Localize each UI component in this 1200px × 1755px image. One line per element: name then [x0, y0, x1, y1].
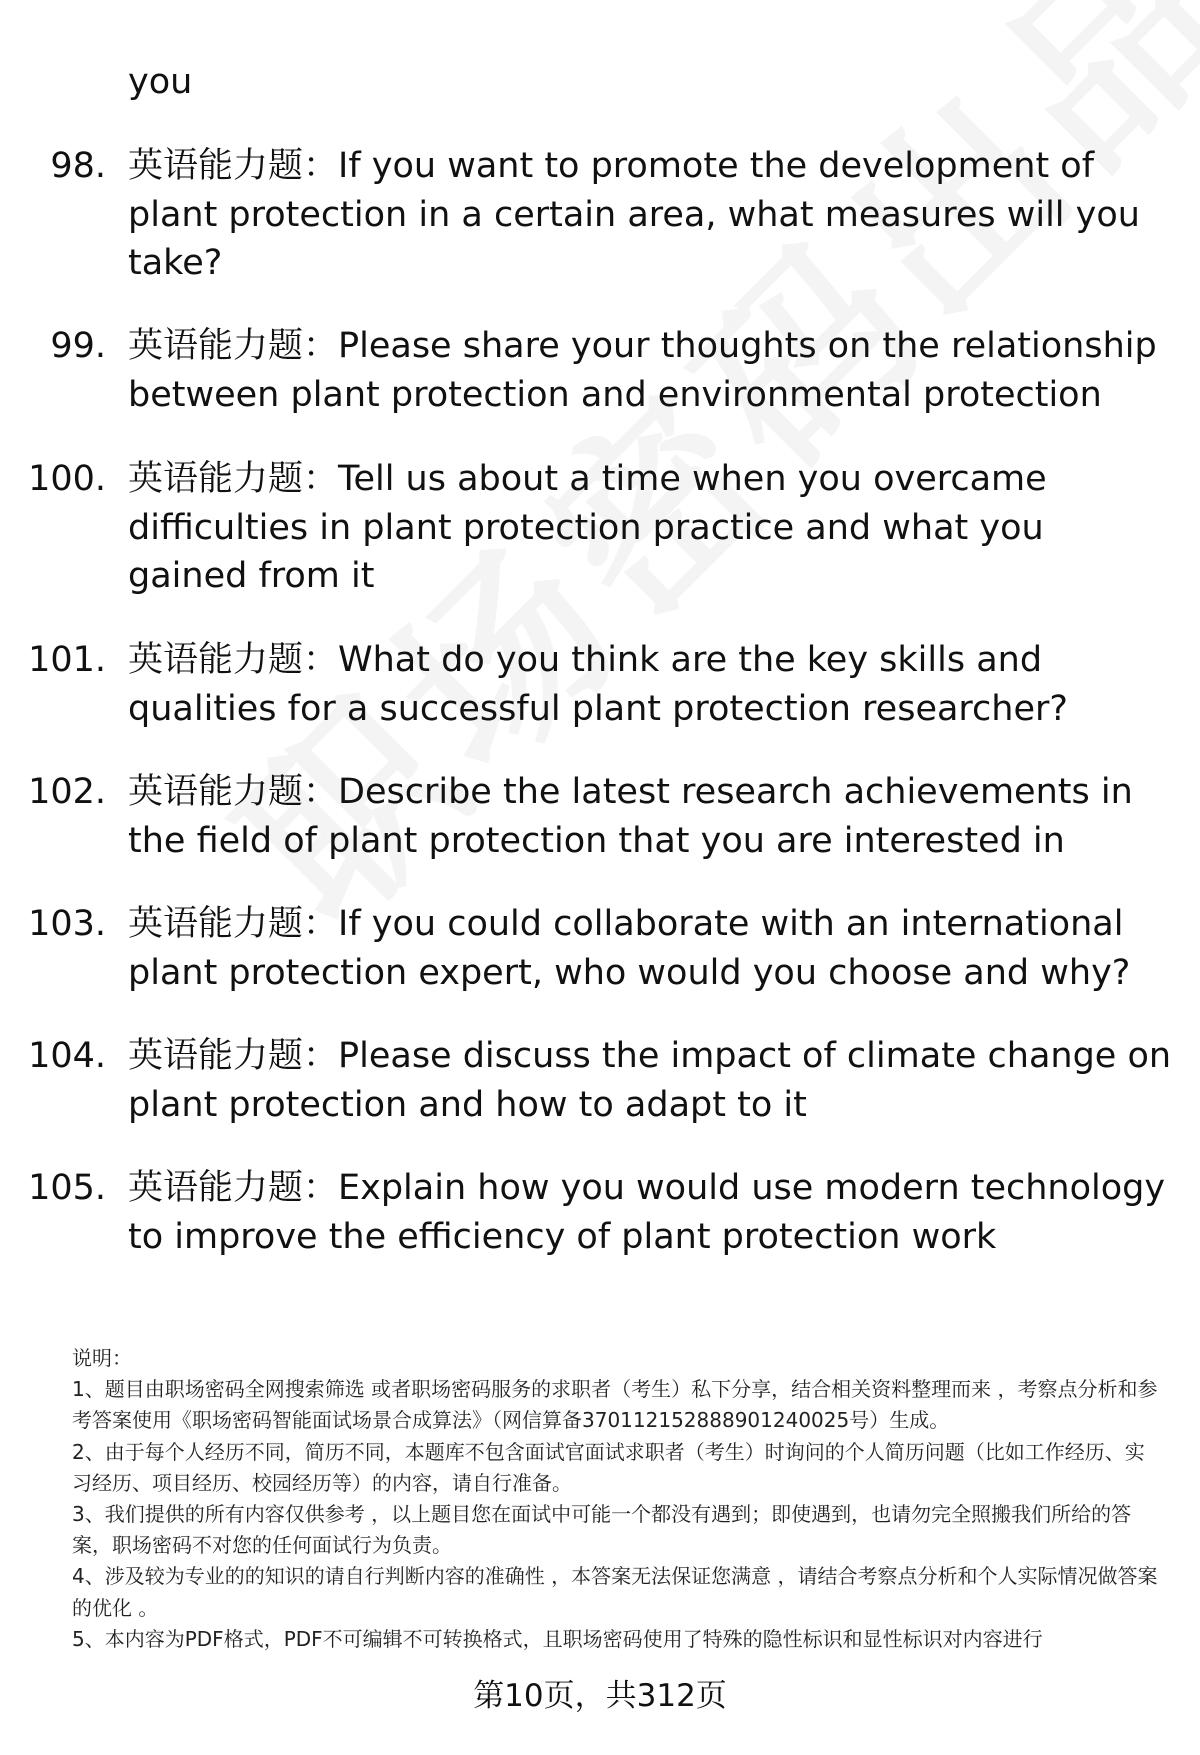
- question-number: 101.: [28, 640, 106, 680]
- question-number: 102.: [28, 772, 106, 812]
- notes-item: 4、涉及较为专业的的知识的请自行判断内容的准确性 ，本答案无法保证您满意 ，请结合考察点分析和个人实际情况做答案的优化 。: [72, 1564, 1158, 1620]
- question-prefix: 英语能力题：: [128, 1036, 339, 1076]
- question-text: [128, 768, 1173, 865]
- question-body: If you could collaborate with an international plant protection expert, who would you choose and why?: [128, 904, 1131, 993]
- disclaimer-notes: [72, 1343, 1162, 1655]
- question-text: [128, 1032, 1173, 1129]
- question-text: [128, 900, 1173, 997]
- notes-item: 2、由于每个人经历不同，简历不同，本题库不包含面试官面试求职者（考生）时询问的个人简历问题（比如工作经历、实习经历、项目经历、校园经历等）的内容，请自行准备。: [72, 1439, 1145, 1495]
- question-body: you: [128, 62, 193, 102]
- question-body: Describe the latest research achievements in the field of plant protection that you are interested in: [128, 772, 1133, 861]
- notes-item: 5、本内容为PDF格式，PDF不可编辑不可转换格式，且职场密码使用了特殊的隐性标识和显性标识对内容进行: [72, 1626, 1043, 1651]
- question-body: Tell us about a time when you overcame difficulties in plant protection practice and what you gained from it: [128, 459, 1047, 596]
- question-number: 105.: [28, 1168, 106, 1208]
- question-prefix: 英语能力题：: [128, 1168, 339, 1208]
- question-body: What do you think are the key skills and qualities for a successful plant protection researcher?: [128, 640, 1068, 729]
- question-number: 98.: [50, 146, 106, 186]
- notes-item: 1、题目由职场密码全网搜索筛选 或者职场密码服务的求职者（考生）私下分享，结合相关资料整理而来 ，考察点分析和参考答案使用《职场密码智能面试场景合成算法》（网信算备370112152888901240025号）生成。: [72, 1377, 1158, 1433]
- question-prefix: 英语能力题：: [128, 326, 339, 366]
- notes-item: 3、我们提供的所有内容仅供参考 ，以上题目您在面试中可能一个都没有遇到；即使遇到，也请勿完全照搬我们所给的答案，职场密码不对您的任何面试行为负责。: [72, 1502, 1132, 1558]
- question-prefix: 英语能力题：: [128, 459, 339, 499]
- question-prefix: 英语能力题：: [128, 640, 339, 680]
- page-number: 第10页，共312页: [473, 1678, 727, 1714]
- question-number: 100.: [28, 459, 106, 499]
- question-number: 103.: [28, 904, 106, 944]
- question-text: [128, 58, 1173, 107]
- question-prefix: 英语能力题：: [128, 904, 339, 944]
- question-body: Explain how you would use modern technology to improve the efficiency of plant protection work: [128, 1168, 1166, 1257]
- question-text: [128, 142, 1173, 288]
- question-prefix: 英语能力题：: [128, 772, 339, 812]
- notes-heading: 说明：: [72, 1346, 132, 1370]
- question-text: [128, 1164, 1173, 1261]
- question-body: Please share your thoughts on the relationship between plant protection and environmental protection: [128, 326, 1157, 415]
- question-text: [128, 455, 1173, 601]
- question-text: [128, 636, 1173, 733]
- question-body: If you want to promote the development of plant protection in a certain area, what measures will you take?: [128, 146, 1140, 283]
- question-prefix: 英语能力题：: [128, 146, 339, 186]
- question-number: 99.: [50, 326, 106, 366]
- question-text: [128, 322, 1173, 419]
- question-body: Please discuss the impact of climate change on plant protection and how to adapt to it: [128, 1036, 1172, 1125]
- question-number: 104.: [28, 1036, 106, 1076]
